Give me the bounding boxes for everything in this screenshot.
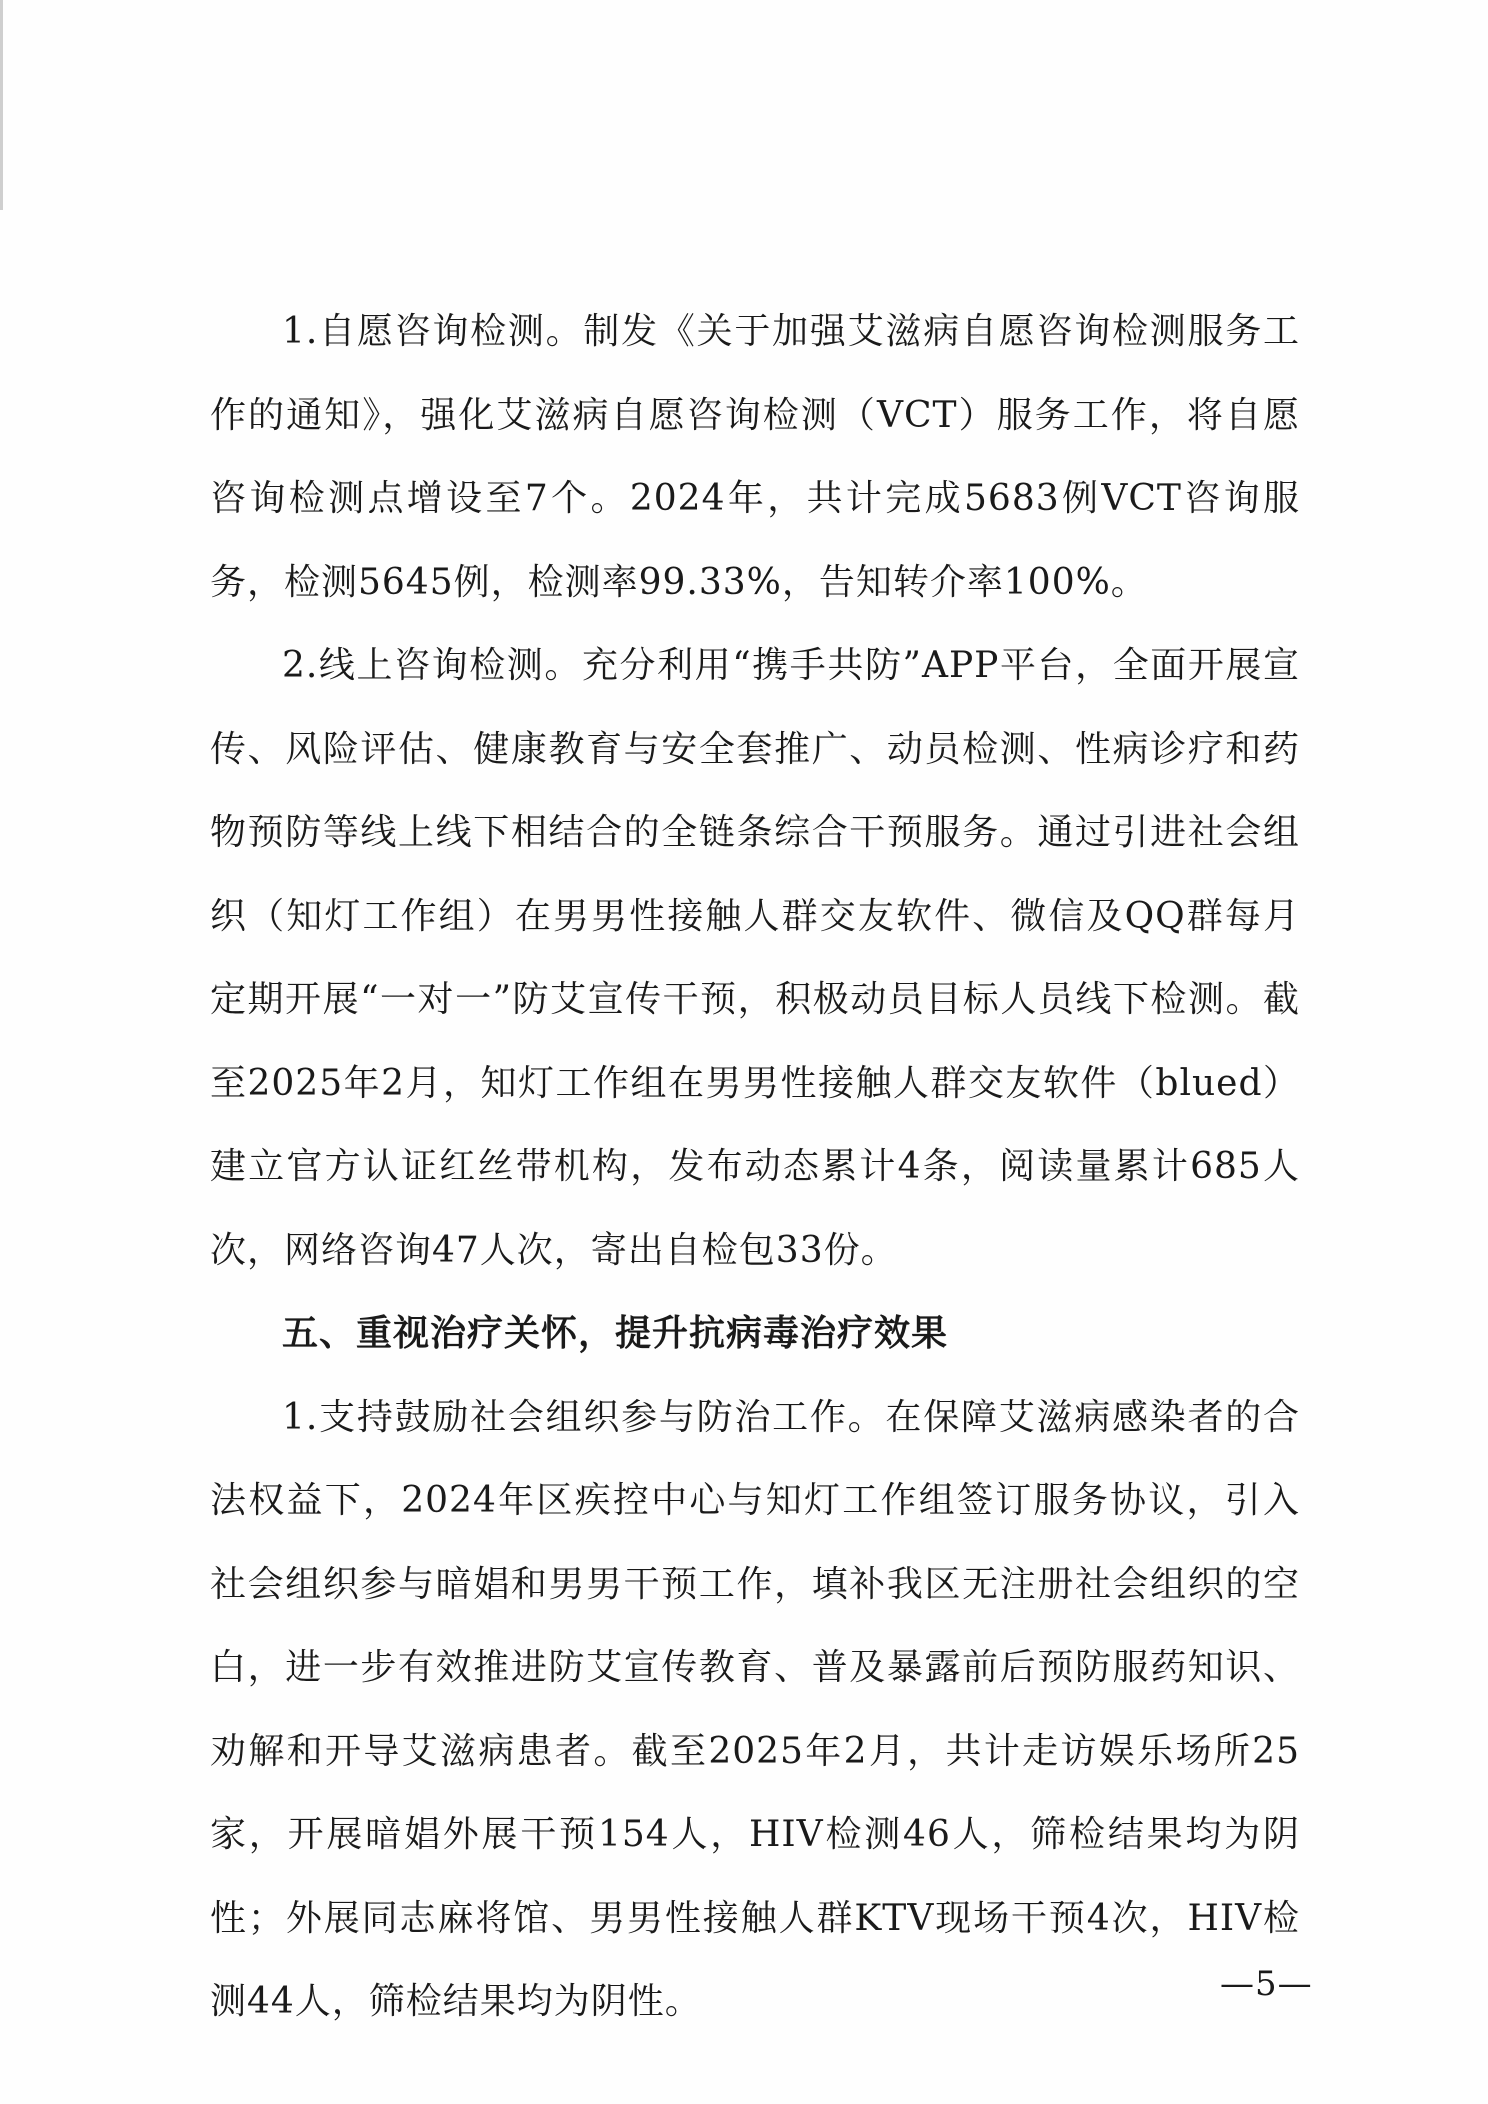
section-heading-five: 五、重视治疗关怀，提升抗病毒治疗效果: [282, 1313, 949, 1354]
paragraph-vct: 1.自愿咨询检测。制发《关于加强艾滋病自愿咨询检测服务工作的通知》，强化艾滋病自愿咨询检测（VCT）服务工作，将自愿咨询检测点增设至7个。2024年，共计完成5683例VCT咨询服务，检测5645例，检测率99.33%，告知转介率100%。: [210, 311, 1300, 603]
paragraph-online-testing: 2.线上咨询检测。充分利用“携手共防”APP平台，全面开展宣传、风险评估、健康教育与安全套推广、动员检测、性病诊疗和药物预防等线上线下相结合的全链条综合干预服务。通过引进社会组织（知灯工作组）在男男性接触人群交友软件、微信及QQ群每月定期开展“一对一”防艾宣传干预，积极动员目标人员线下检测。截至2025年2月，知灯工作组在男男性接触人群交友软件（blued）建立官方认证红丝带机构，发布动态累计4条，阅读量累计685人次，网络咨询47人次，寄出自检包33份。: [210, 645, 1300, 1271]
page-number: —5—: [1220, 1964, 1313, 2004]
scan-edge-mark: [0, 0, 3, 210]
paragraph-social-organizations: 1.支持鼓励社会组织参与防治工作。在保障艾滋病感染者的合法权益下，2024年区疾控中心与知灯工作组签订服务协议，引入社会组织参与暗娼和男男干预工作，填补我区无注册社会组织的空白，进一步有效推进防艾宣传教育、普及暴露前后预防服药知识、劝解和开导艾滋病患者。截至2025年2月，共计走访娱乐场所25家，开展暗娼外展干预154人，HIV检测46人，筛检结果均为阴性；外展同志麻将馆、男男性接触人群KTV现场干预4次，HIV检测44人，筛检结果均为阴性。: [210, 1396, 1300, 2022]
document-body: [210, 290, 1300, 2044]
